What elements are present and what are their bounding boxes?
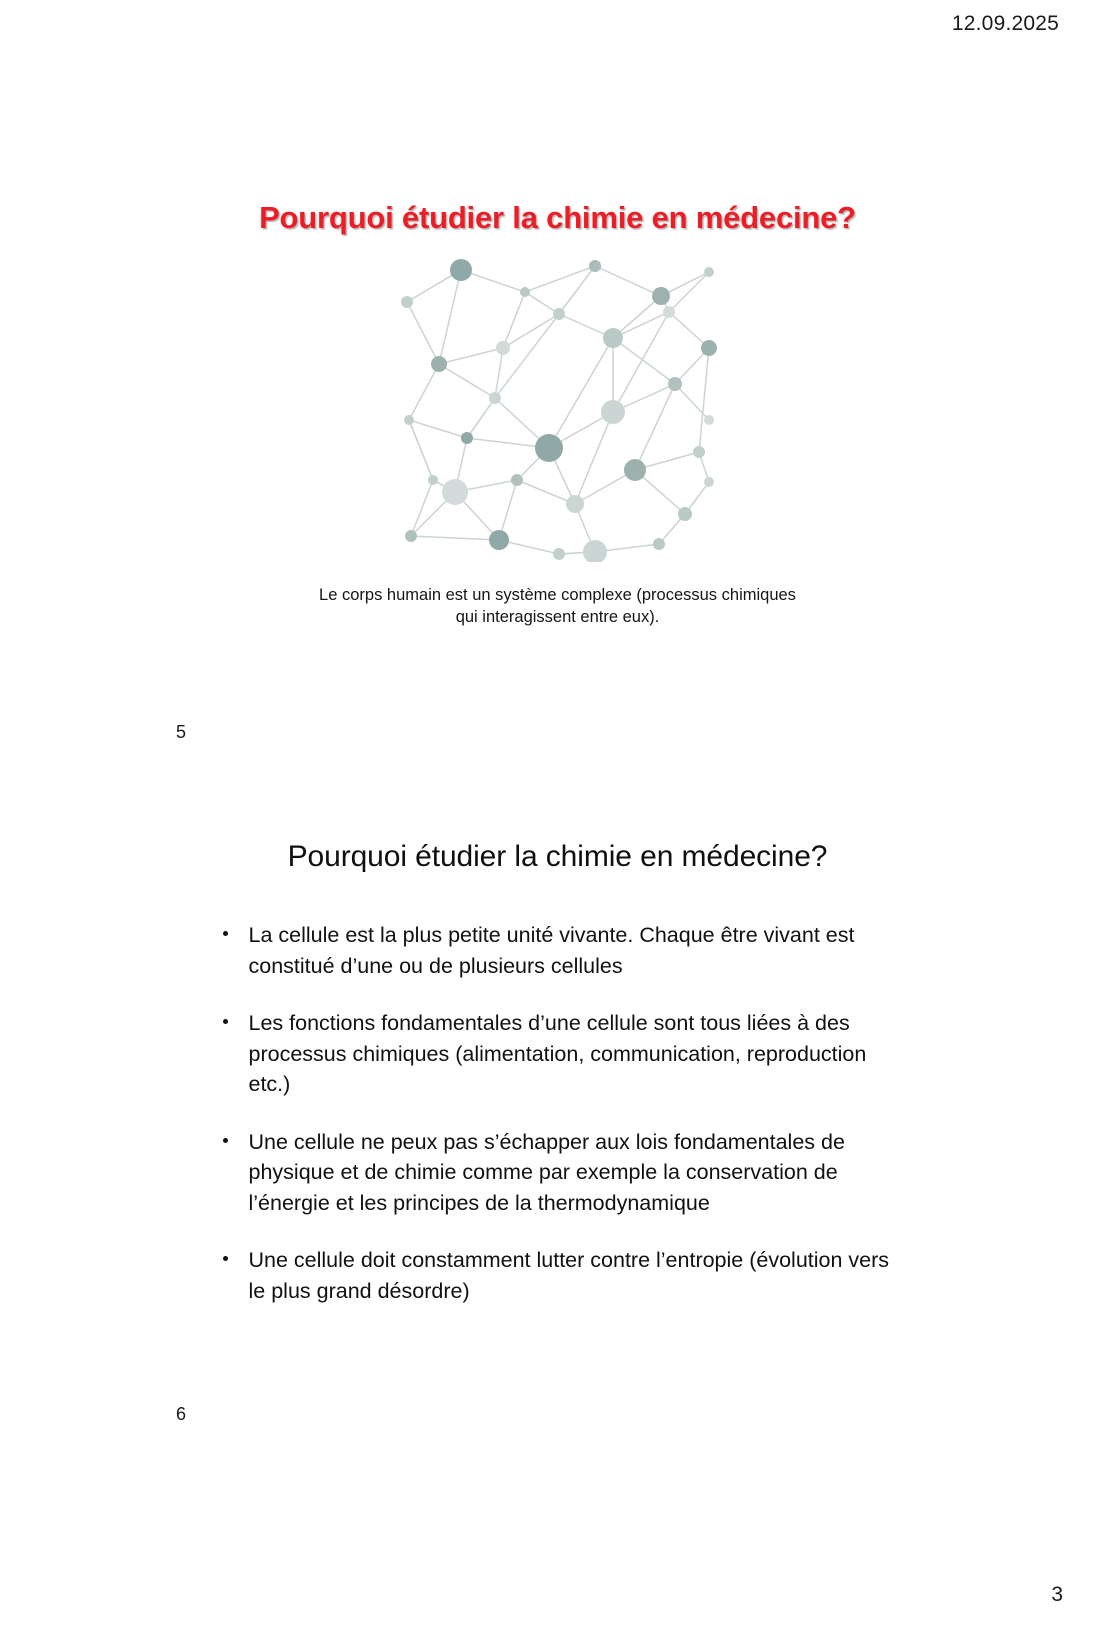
document-date: 12.09.2025: [951, 12, 1059, 35]
list-item-text: La cellule est la plus petite unité vivante. Chaque être vivant est constitué d’une ou de plusieurs cellules: [248, 923, 855, 978]
page-number: 3: [1051, 1583, 1063, 1606]
slide-5-title: Pourquoi étudier la chimie en médecine?: [259, 200, 856, 235]
bullet-list: [213, 920, 903, 1306]
figure-caption: [278, 584, 838, 629]
slide-6-number: 6: [176, 1404, 187, 1424]
bullet-dot-icon: [223, 931, 228, 936]
list-item-text: Une cellule ne peux pas s’échapper aux lois fondamentales de physique et de chimie comme par exemple la conservation de l’énergie et les principes de la thermodynamique: [248, 1129, 845, 1215]
figure-caption-line-2: qui interagissent entre eux).: [455, 608, 660, 627]
bullet-dot-icon: [223, 1256, 228, 1261]
list-item-text: Les fonctions fondamentales d’une cellule sont tous liées à des processus chimiques (alimentation, communication, reproduction etc.): [248, 1011, 867, 1097]
network-diagram-figure: [399, 252, 717, 562]
slide-6-title: Pourquoi étudier la chimie en médecine?: [287, 840, 828, 873]
slide-6: [0, 840, 1115, 1460]
list-item: [213, 1245, 903, 1306]
list-item: [213, 1127, 903, 1219]
bullet-dot-icon: [223, 1138, 228, 1143]
slide-5-number: 5: [176, 722, 187, 742]
network-diagram-svg: [399, 252, 717, 562]
figure-caption-line-1: Le corps humain est un système complexe (processus chimiques: [319, 586, 796, 604]
slide-5: [0, 200, 1115, 760]
list-item: [213, 1008, 903, 1100]
list-item-text: Une cellule doit constamment lutter contre l’entropie (évolution vers le plus grand désordre): [248, 1248, 890, 1303]
list-item: [213, 920, 903, 981]
bullet-dot-icon: [223, 1019, 228, 1024]
